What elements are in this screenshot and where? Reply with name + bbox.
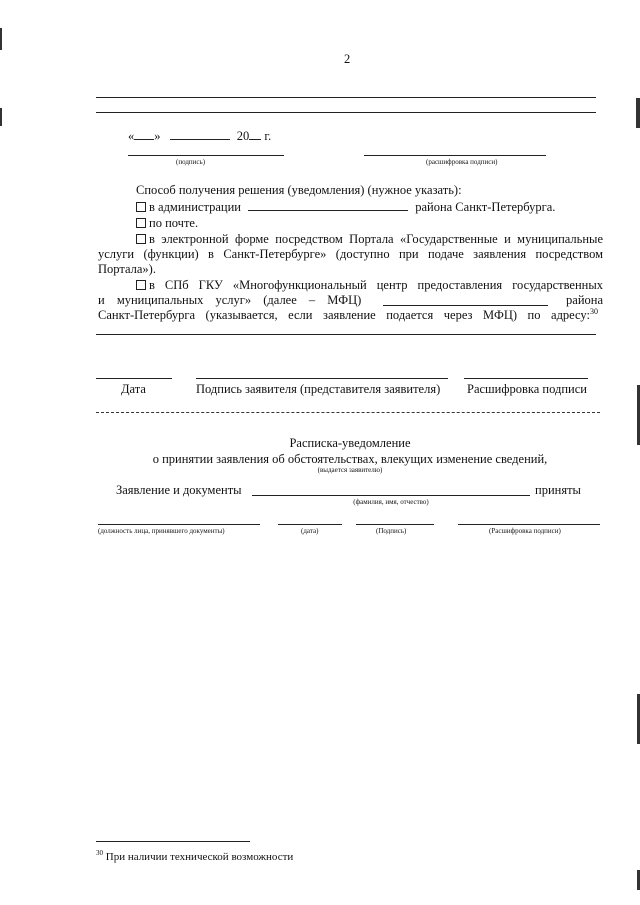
label-applicant-signature: Подпись заявителя (представителя заявителя): [196, 382, 441, 396]
footnote: [96, 850, 293, 865]
footnote-separator: [96, 841, 250, 842]
caption-date: (дата): [301, 527, 319, 535]
date-year-prefix: 20: [236, 129, 250, 143]
option-mfc-line3: Санкт-Петербурга (указывается, если заявление подается через МФЦ) по адресу:$^{30}$: [98, 307, 598, 322]
option-admin-suffix: района Санкт-Петербурга.: [415, 200, 556, 214]
option-mfc-line1: в СПб ГКУ «Многофункциональный центр предоставления государственных: [136, 278, 603, 293]
receipt-issued-note: (выдается заявителю): [317, 466, 383, 474]
option-mfc-line2: и муниципальных услуг» (далее – МФЦ) района: [98, 293, 603, 307]
date-line-receipt: [278, 524, 342, 525]
checkbox-portal[interactable]: [136, 234, 146, 244]
scan-edge-mark: [0, 28, 2, 50]
signature-line: [128, 155, 284, 156]
option-portal-line3: Портала»).: [98, 262, 156, 276]
scan-edge-mark: [636, 98, 640, 128]
receipt-title: Расписка-уведомление: [289, 436, 411, 450]
cut-line: [96, 412, 600, 413]
receipt-docs-suffix: приняты: [535, 483, 581, 497]
caption-signature-receipt: (Подпись): [376, 527, 407, 535]
date-line: [128, 129, 271, 144]
caption-decryption-receipt: (Расшифровка подписи): [489, 527, 561, 535]
receipt-docs-prefix: Заявление и документы: [116, 483, 242, 497]
checkbox-mail[interactable]: [136, 218, 146, 228]
receipt-name-caption: (фамилия, имя, отчество): [353, 498, 429, 506]
date-year-suffix: г.: [264, 129, 272, 143]
date-close-quote: »: [154, 129, 161, 143]
date-open-quote: «: [128, 129, 135, 143]
footnote-reference: 30: [590, 307, 598, 316]
option-admin: [136, 200, 555, 215]
caption-signature: (подпись): [176, 158, 206, 166]
caption-decryption: (расшифровка подписи): [426, 158, 498, 166]
applicant-signature-line: [196, 378, 448, 379]
label-date: Дата: [121, 382, 146, 396]
footnote-mark: 30: [96, 849, 103, 857]
option-admin-prefix: в администрации: [149, 200, 241, 214]
option-portal-line2: услуги (функции) в Санкт-Петербурге» (доступно при подаче заявления посредством: [98, 247, 603, 261]
receipt-name-line: [252, 495, 530, 496]
blank-line: [96, 112, 596, 113]
blank-line: [96, 97, 596, 98]
checkbox-admin[interactable]: [136, 202, 146, 212]
caption-position: (должность лица, принявшего документы): [98, 527, 225, 535]
decryption-line-blank: [464, 378, 588, 379]
checkbox-mfc[interactable]: [136, 280, 146, 290]
page-number: 2: [344, 52, 351, 66]
signature-line-receipt: [356, 524, 434, 525]
scan-edge-mark: [0, 108, 2, 126]
footnote-text: При наличии технической возможности: [105, 851, 294, 863]
position-line: [98, 524, 260, 525]
option-portal-line1: в электронной форме посредством Портала «Государственные и муниципальные: [136, 232, 603, 247]
date-line-blank: [96, 378, 172, 379]
option-mail-label: по почте.: [149, 216, 199, 230]
receipt-subtitle: о принятии заявления об обстоятельствах, влекущих изменение сведений,: [152, 452, 548, 466]
decryption-line-receipt: [458, 524, 600, 525]
method-title: Способ получения решения (уведомления) (нужное указать):: [136, 183, 462, 197]
label-decryption: Расшифровка подписи: [467, 382, 587, 396]
option-mail: [136, 216, 198, 231]
address-line: [96, 334, 596, 335]
decryption-line: [364, 155, 546, 156]
